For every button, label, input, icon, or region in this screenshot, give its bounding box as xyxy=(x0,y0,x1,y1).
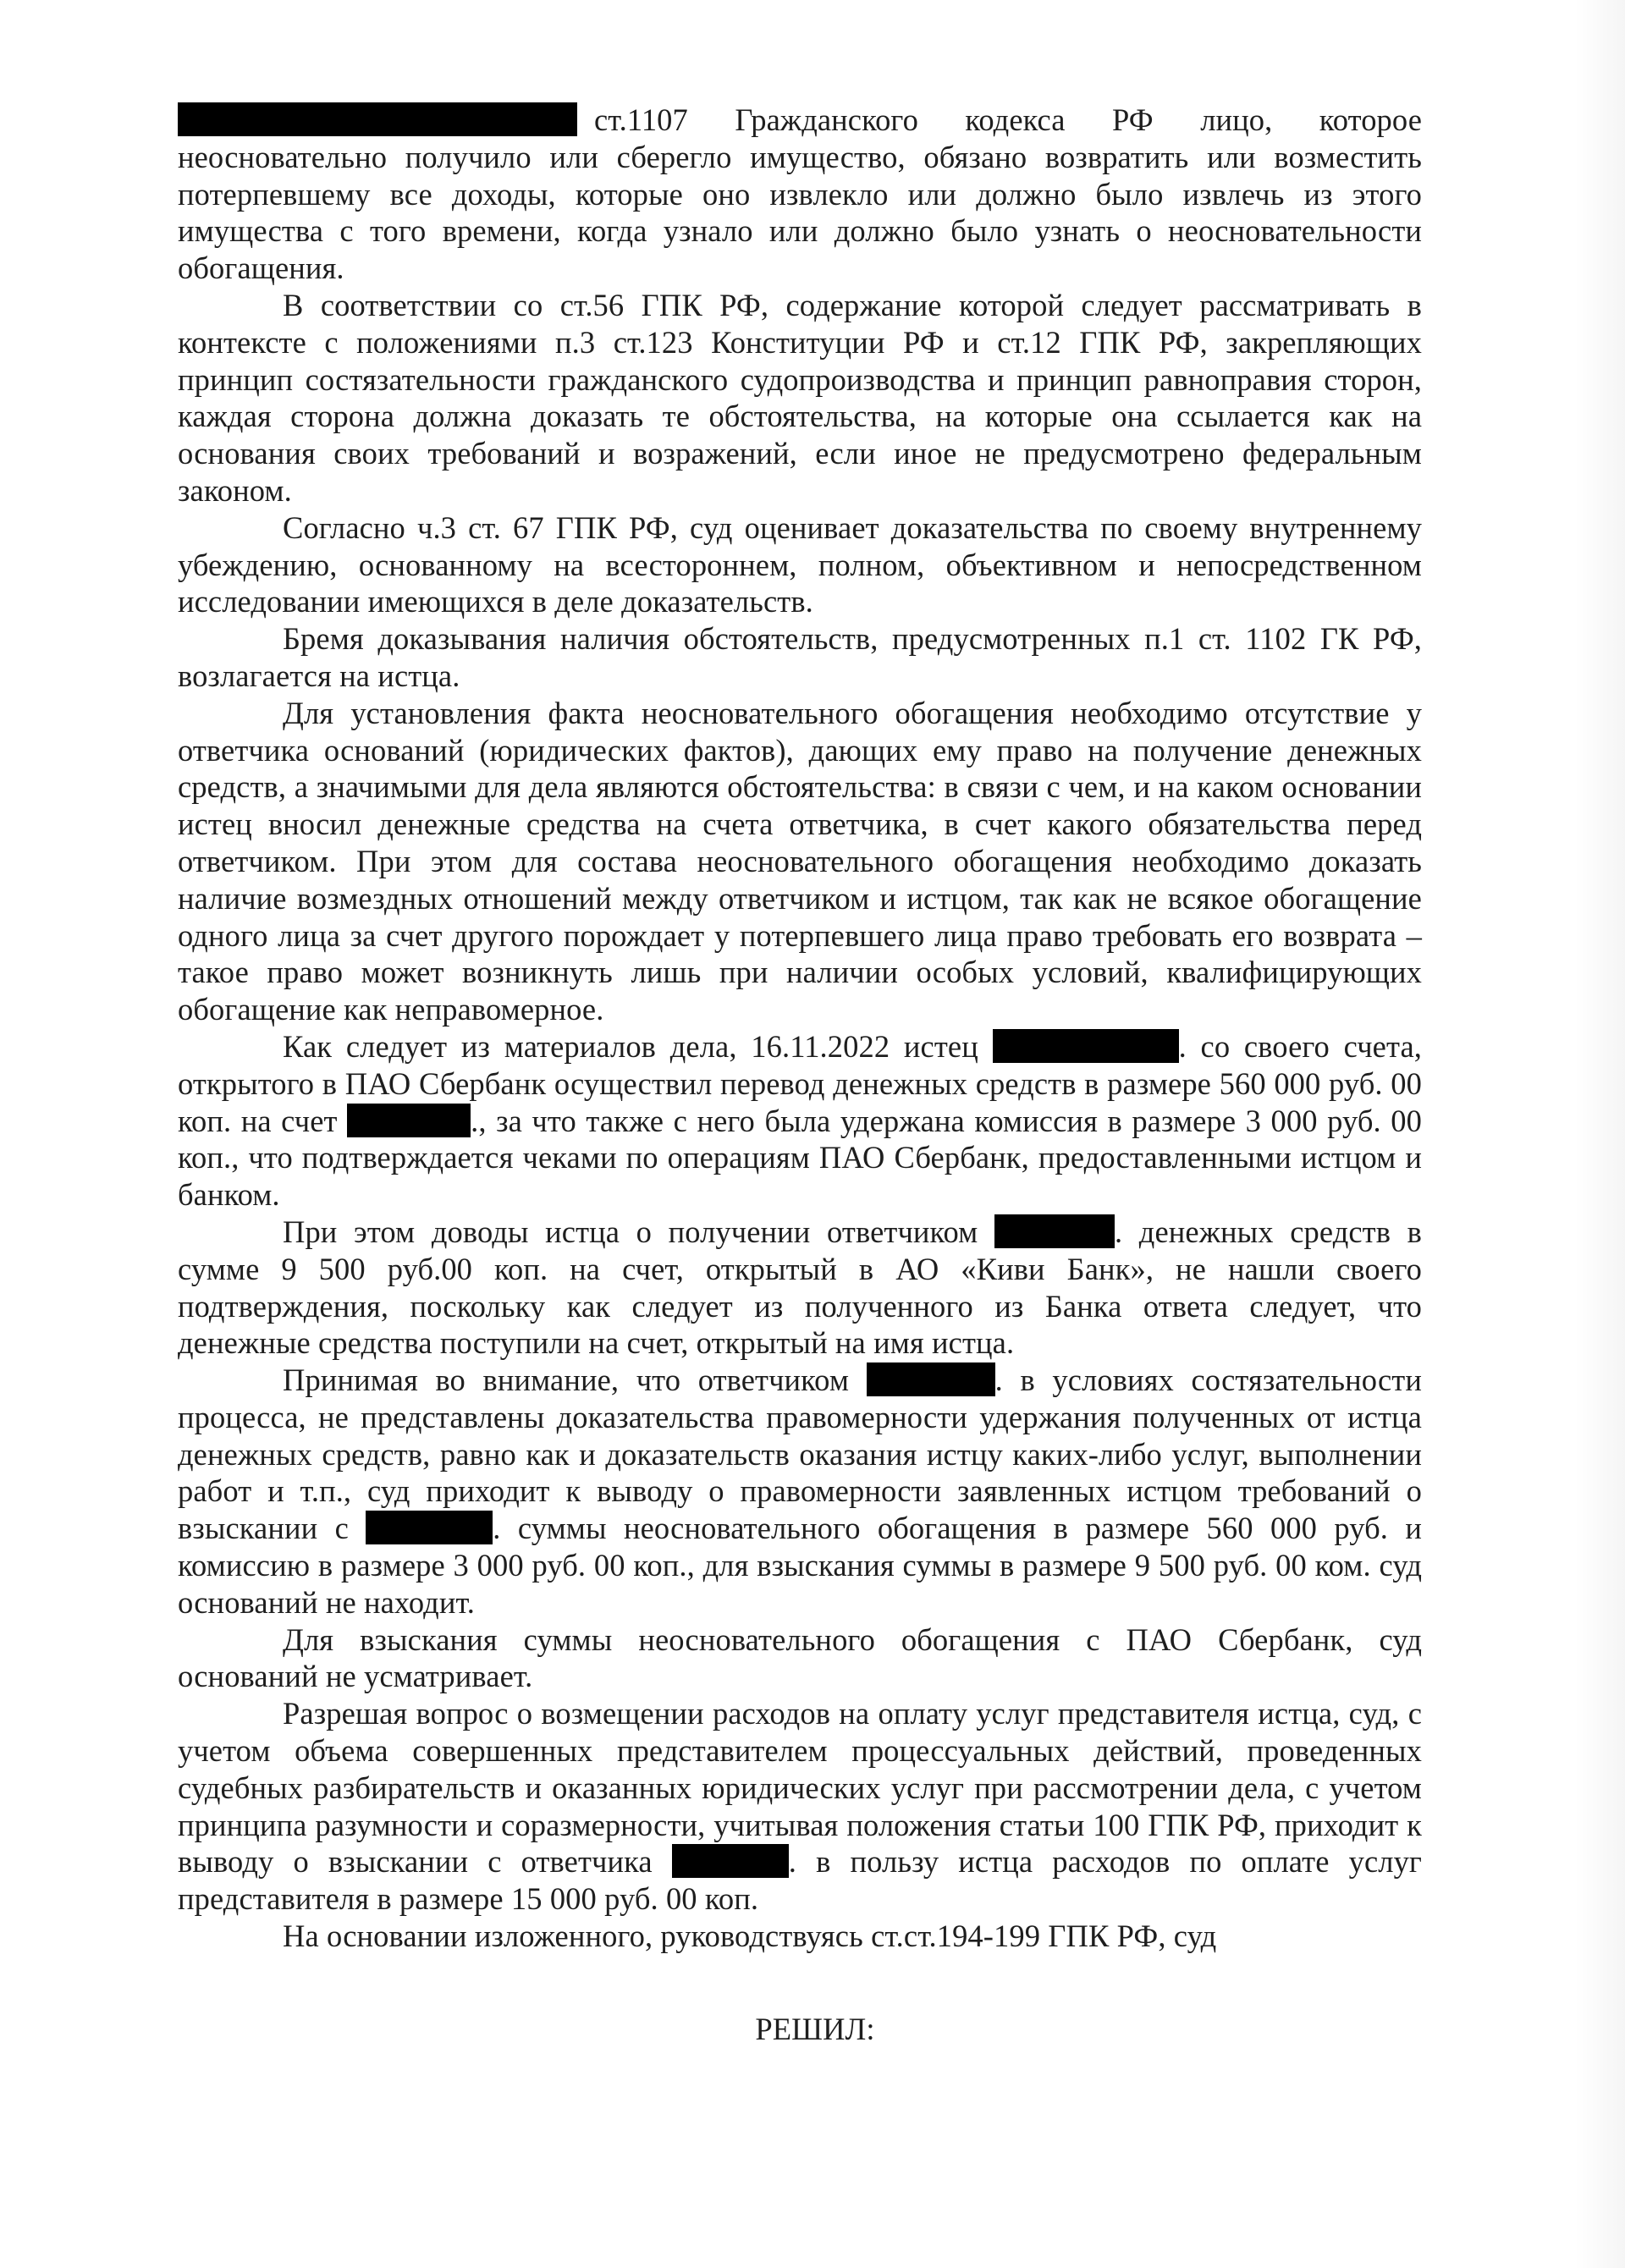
paragraph xyxy=(178,287,1422,509)
redacted-name xyxy=(178,102,577,136)
paragraph xyxy=(178,1362,1422,1621)
paragraph xyxy=(178,509,1422,620)
redacted-name xyxy=(993,1029,1179,1063)
paragraph-text: . в условиях состязательности процесса, не представлены доказательства правомерности удержания полученных от истца денежных средств, равно как и доказательств оказания истцу каких-либо услуг, выполнении работ и т.п., суд приходит к выводу о правомерности заявленных истцом требований о взыскании с xyxy=(178,1362,1422,1546)
paragraph-text: . в пользу истца расходов по оплате услуг представителя в размере 15 000 руб. 00 коп. xyxy=(178,1844,1422,1917)
paragraph xyxy=(178,102,1422,287)
paragraph xyxy=(178,1695,1422,1918)
scan-edge-shade xyxy=(1574,0,1625,2268)
paragraph-text: На основании изложенного, руководствуясь ст.ст.194-199 ГПК РФ, суд xyxy=(283,1918,1217,1954)
paragraph-text: Для взыскания суммы неосновательного обогащения с ПАО Сбербанк, суд оснований не усматривает. xyxy=(178,1621,1422,1694)
paragraph xyxy=(178,1214,1422,1362)
paragraph-text: Для установления факта неосновательного обогащения необходимо отсутствие у ответчика оснований (юридических фактов), дающих ему право на получение денежных средств, а значимыми для дела являются обстоятельства: в связи с чем, и на каком основании истец вносил денежные средства на счета ответчика, в счет какого обязательства перед ответчиком. При этом для состава неосновательного обогащения необходимо доказать наличие возмездных отношений между ответчиком и истцом, так как не всякое обогащение одного лица за счет другого порождает у потерпевшего лица право требовать его возврата – такое право может возникнуть лишь при наличии особых условий, квалифицирующих обогащение как неправомерное. xyxy=(178,695,1422,1027)
paragraph-text: Как следует из материалов дела, 16.11.2022 истец xyxy=(283,1028,993,1064)
court-decision-page xyxy=(178,102,1422,2048)
document-body xyxy=(178,102,1422,1955)
paragraph-text: Принимая во внимание, что ответчиком xyxy=(283,1362,867,1398)
paragraph xyxy=(178,695,1422,1028)
paragraph-text: . суммы неосновательного обогащения в размере 560 000 руб. и комиссию в размере 3 000 руб. 00 коп., для взыскания суммы в размере 9 500 руб. 00 ком. суд оснований не находит. xyxy=(178,1511,1423,1620)
redacted-name xyxy=(994,1214,1115,1248)
paragraph xyxy=(178,1621,1422,1696)
paragraph-text: . денежных средств в сумме 9 500 руб.00 коп. на счет, открытый в АО «Киви Банк», не нашли своего подтверждения, поскольку как следует из полученного из Банка ответа следует, что денежные средства поступили на счет, открытый на имя истца. xyxy=(178,1214,1422,1361)
redacted-name xyxy=(366,1511,493,1544)
paragraph-text: При этом доводы истца о получении ответчиком xyxy=(283,1214,994,1249)
paragraph-text: . со своего счета, открытого в ПАО Сбербанк осуществил перевод денежных средств в размере 560 000 руб. 00 коп. на счет xyxy=(178,1028,1422,1138)
paragraph-text: Бремя доказывания наличия обстоятельств, предусмотренных п.1 ст. 1102 ГК РФ, возлагается на истца. xyxy=(178,621,1422,693)
redacted-name xyxy=(672,1844,789,1878)
paragraph xyxy=(178,1918,1422,1955)
redacted-name xyxy=(347,1104,471,1137)
paragraph xyxy=(178,620,1422,695)
paragraph-text: ст.1107 Гражданского кодекса РФ лицо, которое неосновательно получило или сберегло имущество, обязано возвратить или возместить потерпевшему все доходы, которые оно извлекло или должно было извлечь из этого имущества с того времени, когда узнало или должно было узнать о неосновательности обогащения. xyxy=(178,102,1422,286)
paragraph-text: В соответствии со ст.56 ГПК РФ, содержание которой следует рассматривать в контексте с положениями п.3 ст.123 Конституции РФ и ст.12 ГПК РФ, закрепляющих принцип состязательности гражданского судопроизводства и принцип равноправия сторон, каждая сторона должна доказать те обстоятельства, на которые она ссылается как на основания своих требований и возражений, если иное не предусмотрено федеральным законом. xyxy=(178,287,1422,508)
paragraph-text: Разрешая вопрос о возмещении расходов на оплату услуг представителя истца, суд, с учетом объема совершенных представителем процессуальных действий, проведенных судебных разбирательств и оказанных юридических услуг при рассмотрении дела, с учетом принципа разумности и соразмерности, учитывая положения статьи 100 ГПК РФ, приходит к выводу о взыскании с ответчика xyxy=(178,1696,1422,1880)
redacted-name xyxy=(867,1362,995,1396)
decision-heading: РЕШИЛ: xyxy=(755,2011,875,2046)
paragraph-text: Согласно ч.3 ст. 67 ГПК РФ, суд оценивает доказательства по своему внутреннему убеждению, основанному на всестороннем, полном, объективном и непосредственном исследовании имеющихся в деле доказательств. xyxy=(178,509,1422,619)
paragraph-text: ., за что также с него была удержана комиссия в размере 3 000 руб. 00 коп., что подтверждается чеками по операциям ПАО Сбербанк, предоставленными истцом и банком. xyxy=(178,1103,1422,1213)
paragraph xyxy=(178,1028,1422,1214)
